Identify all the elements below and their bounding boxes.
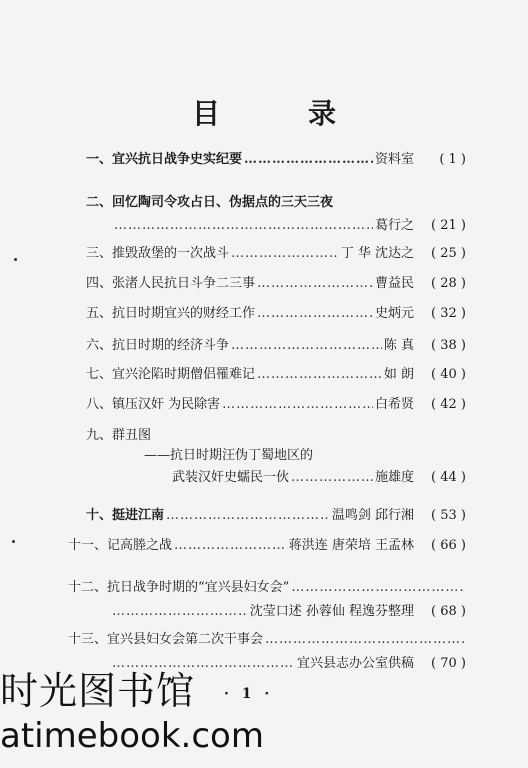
entry-author: 史炳元 (374, 306, 414, 321)
entry-title: 抗日时期宜兴的财经工作 (112, 306, 256, 321)
toc-entry (86, 338, 466, 354)
entry-author: 葛行之 (374, 218, 414, 233)
toc-entry (68, 632, 466, 648)
entry-author: 宜兴县志办公室供稿 (296, 656, 414, 671)
toc-entry-continuation (110, 604, 466, 620)
watermark-chinese: 时光图书馆 (0, 669, 196, 713)
leader-dots (231, 338, 382, 354)
toc-entry-continuation (86, 218, 466, 234)
entry-title: 推毁敌堡的一次战斗 (112, 246, 230, 261)
entry-page: ( 44 ) (431, 470, 466, 485)
entry-author: 温鸣剑 邱行湘 (331, 508, 414, 523)
entry-number: 十三、 (68, 632, 108, 647)
entry-title: 群丑图 (112, 428, 152, 443)
entry-title: 抗日战争时期的“宜兴县妇女会” (107, 580, 290, 595)
toc-entry (86, 306, 466, 322)
entry-page: ( 25 ) (431, 246, 466, 261)
leader-dots (257, 276, 373, 292)
entry-title: 回忆陶司令攻占日、伪据点的三天三夜 (112, 195, 334, 210)
entry-author: 沈莹口述 孙蓉仙 程逸芬整理 (249, 604, 414, 619)
leader-dots (166, 508, 330, 524)
toc-entry (86, 367, 466, 383)
entry-author: 陈 真 (383, 338, 414, 353)
entry-number: 一、 (86, 152, 113, 167)
entry-number: 八、 (86, 397, 113, 412)
entry-page: ( 32 ) (431, 306, 466, 321)
toc-entry (86, 508, 466, 524)
leader-dots (112, 604, 248, 620)
toc-entry (86, 246, 466, 262)
leader-dots (114, 218, 373, 234)
entry-author: 资料室 (374, 152, 414, 167)
entry-number: 三、 (86, 246, 113, 261)
leader-dots (257, 306, 373, 322)
page-title (0, 92, 528, 132)
entry-author: 蒋洪连 唐荣培 王孟林 (288, 538, 414, 553)
entry-page: ( 70 ) (431, 656, 466, 671)
entry-author: 施雄度 (374, 470, 414, 485)
entry-author: 丁 华 沈达之 (340, 246, 414, 261)
title-char-2: 录 (308, 97, 337, 130)
leader-dots (231, 246, 339, 262)
toc-entry (86, 152, 466, 168)
entry-title: 镇压汉奸 为民除害 (112, 397, 221, 412)
leader-dots (244, 152, 373, 168)
entry-page: ( 53 ) (431, 508, 466, 523)
entry-page: ( 42 ) (431, 397, 466, 412)
entry-number: 十、 (86, 508, 113, 523)
toc-entry-continuation (172, 470, 466, 486)
entry-page: ( 21 ) (431, 218, 466, 233)
entry-number: 七、 (86, 367, 113, 382)
entry-title: 抗日时期的经济斗争 (112, 338, 230, 353)
leader-dots (222, 397, 373, 413)
entry-title: 记高塍之战 (107, 538, 173, 553)
watermark-url: atimebook.com (0, 716, 264, 756)
entry-page: ( 38 ) (431, 338, 466, 353)
scan-speck (12, 540, 15, 543)
leader-dots (291, 580, 464, 596)
entry-number: 十二、 (68, 580, 108, 595)
entry-subtitle: ——抗日时期汪伪丁蜀地区的 (144, 448, 314, 463)
title-char-1: 目 (191, 97, 220, 130)
entry-author: 曹益民 (374, 276, 414, 291)
toc-entry (86, 397, 466, 413)
entry-number: 十一、 (68, 538, 108, 553)
toc-entry (68, 538, 466, 554)
entry-number: 二、 (86, 195, 113, 210)
entry-page: ( 66 ) (431, 538, 466, 553)
entry-author: 如 朗 (383, 367, 414, 382)
entry-number: 九、 (86, 428, 113, 443)
scan-speck (14, 258, 17, 261)
leader-dots (291, 470, 373, 486)
entry-title: 宜兴县妇女会第二次干事会 (107, 632, 264, 647)
entry-page: ( 1 ) (439, 152, 466, 167)
leader-dots (174, 538, 287, 554)
entry-number: 四、 (86, 276, 113, 291)
toc-entry (86, 428, 466, 444)
entry-title: 宜兴抗日战争史实纪要 (112, 152, 243, 167)
toc-entry (86, 195, 466, 211)
toc-entry (68, 580, 466, 596)
entry-page: ( 68 ) (431, 604, 466, 619)
entry-title: 挺进江南 (112, 508, 165, 523)
entry-page: ( 40 ) (431, 367, 466, 382)
leader-dots (265, 632, 464, 648)
toc-entry (86, 276, 466, 292)
leader-dots (257, 367, 382, 383)
entry-subtitle-line2: 武装汉奸史蠕民一伙 (172, 470, 290, 485)
entry-author: 白希贤 (374, 397, 414, 412)
entry-title: 张渚人民抗日斗争二三事 (112, 276, 256, 291)
page-folio: · 1 · (224, 686, 274, 702)
entry-number: 五、 (86, 306, 113, 321)
entry-page: ( 28 ) (431, 276, 466, 291)
entry-number: 六、 (86, 338, 113, 353)
entry-title: 宜兴沦陷时期僧侣罹难记 (112, 367, 256, 382)
